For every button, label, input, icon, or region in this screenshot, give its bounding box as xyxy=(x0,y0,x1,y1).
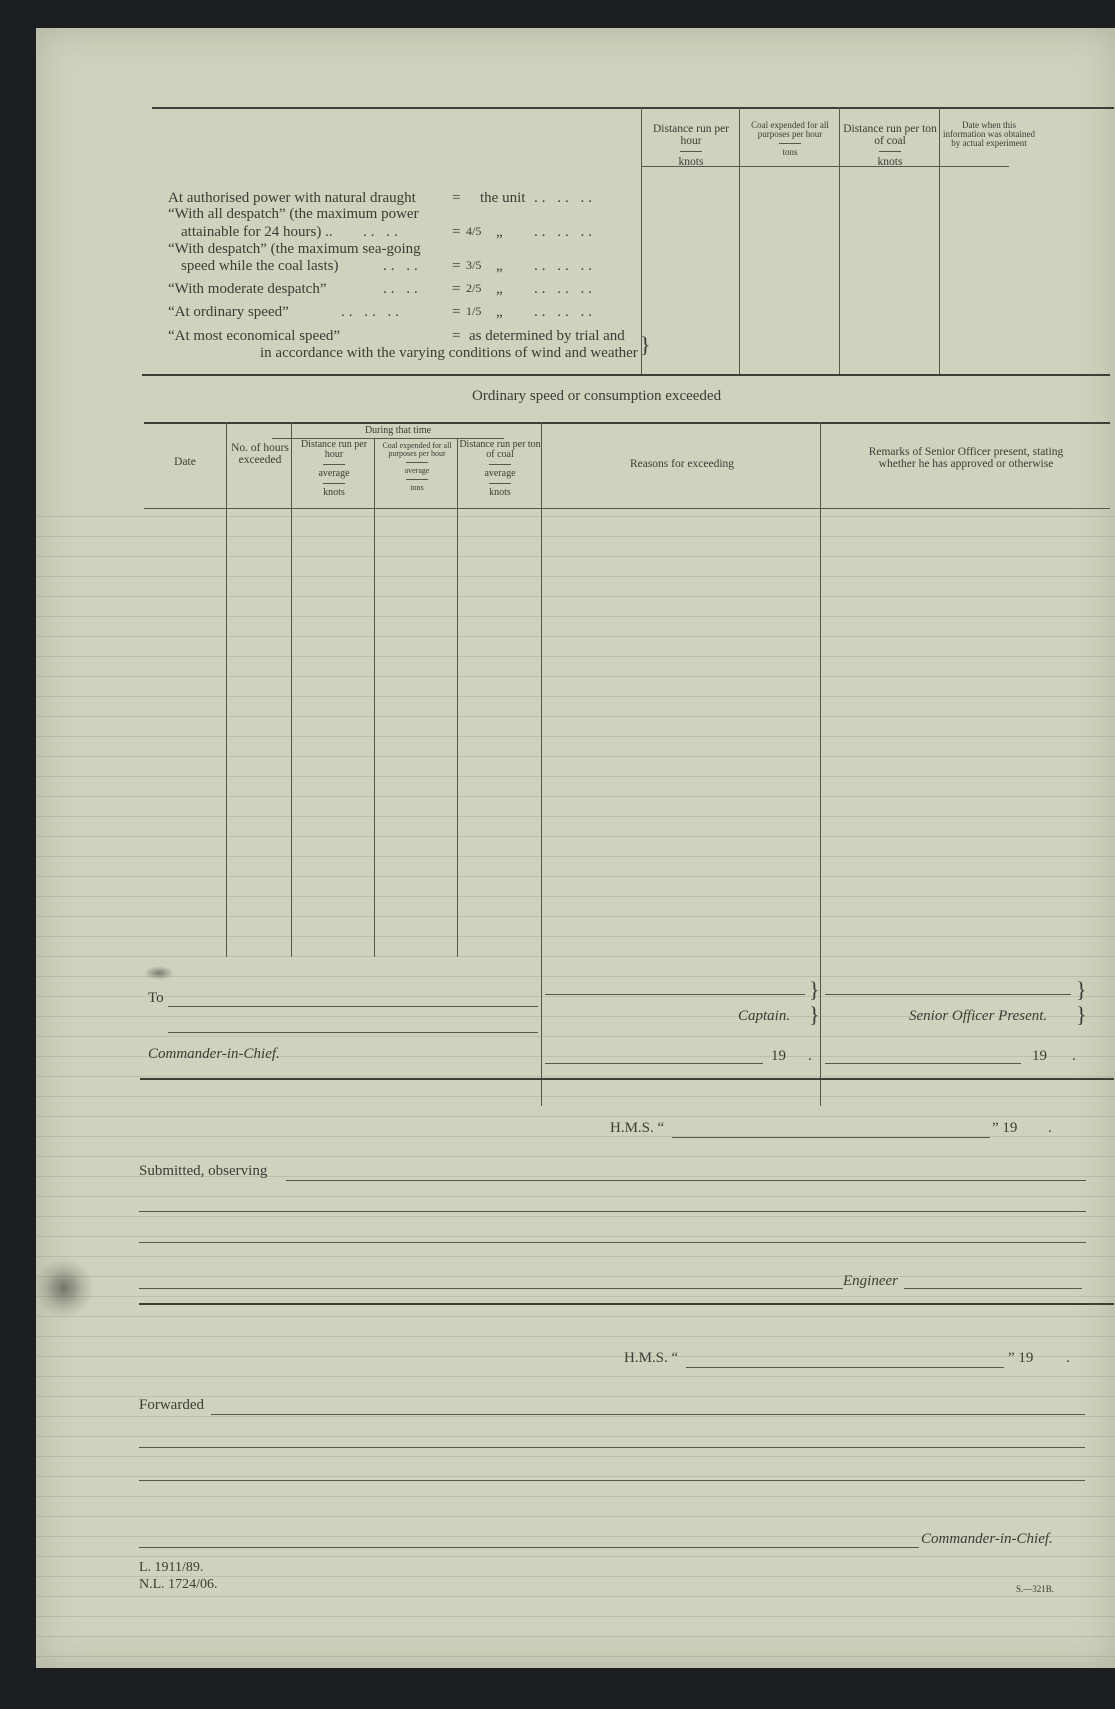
ruled-line xyxy=(36,756,1115,757)
leader-dots: .. .. .. xyxy=(341,304,403,320)
ruled-line xyxy=(36,1256,1115,1257)
col-coal-avg-title: Coal expended for all purposes per hour xyxy=(382,441,452,458)
col-divider xyxy=(820,422,821,1106)
forwarded-label: Forwarded xyxy=(139,1397,204,1413)
captain-year: 19 xyxy=(771,1048,786,1064)
col-divider xyxy=(457,438,458,957)
ruled-line xyxy=(36,1316,1115,1317)
col-coal-avg xyxy=(377,442,457,492)
col-distance-avg-title: Distance run per hour xyxy=(300,439,368,460)
equals-sign: = xyxy=(452,224,461,240)
ruled-line xyxy=(36,1196,1115,1197)
ruled-line xyxy=(36,1456,1115,1457)
ruled-line xyxy=(36,796,1115,797)
leader-dots: .. .. .. xyxy=(534,190,596,206)
ruled-line xyxy=(36,576,1115,577)
hms-year-2: ” 19 xyxy=(1008,1350,1034,1366)
ruled-line xyxy=(36,936,1115,937)
ruled-line xyxy=(36,1416,1115,1417)
senior-officer-date-line[interactable] xyxy=(825,1063,1021,1064)
ruled-line xyxy=(36,956,1115,957)
col-distance-unit: knots xyxy=(678,156,704,168)
reference-2: N.L. 1724/06. xyxy=(139,1577,218,1592)
leader-dots: .. .. .. xyxy=(534,224,596,240)
row-economical-speed-cont: in accordance with the varying conditions of wind and weather xyxy=(260,345,638,361)
equals-sign: = xyxy=(452,304,461,320)
period: . xyxy=(1048,1120,1052,1136)
ruled-line xyxy=(36,996,1115,997)
ruled-line xyxy=(36,1556,1115,1557)
col-date-title: Date when this information was obtained by actual experiment xyxy=(943,120,1035,148)
col-distance-avg-label: average xyxy=(318,468,350,479)
fraction: 1/5 xyxy=(466,304,482,318)
ruled-line xyxy=(36,1376,1115,1377)
ditto-mark: „ xyxy=(496,281,503,297)
leader-dots: .. .. .. xyxy=(534,258,596,274)
col-divider xyxy=(839,107,840,374)
ditto-mark: „ xyxy=(496,224,503,240)
ruled-line xyxy=(36,1336,1115,1337)
row-natural-draught: At authorised power with natural draught xyxy=(168,190,416,206)
commander-signature-line[interactable] xyxy=(139,1547,919,1548)
ship-name-field-2[interactable] xyxy=(686,1367,1004,1368)
ditto-mark: „ xyxy=(496,258,503,274)
ruled-line xyxy=(36,556,1115,557)
leader-dots: .. .. .. xyxy=(534,281,596,297)
submitted-line-3[interactable] xyxy=(139,1242,1086,1243)
fraction: 4/5 xyxy=(466,224,482,238)
ruled-line xyxy=(36,896,1115,897)
col-divider xyxy=(291,422,292,957)
ruled-line xyxy=(36,1276,1115,1277)
fraction: 3/5 xyxy=(466,258,482,272)
top-rule xyxy=(152,107,1114,109)
leader-dots: .. .. xyxy=(383,258,422,274)
reference-1: L. 1911/89. xyxy=(139,1560,204,1575)
ruled-line xyxy=(36,716,1115,717)
col-coal-avg-label: average xyxy=(404,466,430,475)
ruled-line xyxy=(36,696,1115,697)
col-date: Date xyxy=(174,456,196,468)
ruled-line xyxy=(36,636,1115,637)
col-date-header xyxy=(941,121,1037,148)
row-moderate-despatch: “With moderate despatch” xyxy=(168,281,327,297)
to-line[interactable] xyxy=(168,1006,538,1007)
col-distance-header xyxy=(644,123,738,168)
ruled-line xyxy=(36,656,1115,657)
col-coal-header xyxy=(742,121,838,157)
exceeded-top-rule xyxy=(144,422,1110,424)
equals-sign: = xyxy=(452,328,461,344)
signature-bottom-rule xyxy=(140,1078,1114,1080)
senior-officer-year: 19 xyxy=(1032,1048,1047,1064)
brace-icon: } xyxy=(1076,1002,1087,1027)
ruled-line xyxy=(36,1236,1115,1237)
ruled-line xyxy=(36,736,1115,737)
submitted-line-1[interactable] xyxy=(286,1180,1086,1181)
period: . xyxy=(1066,1350,1070,1366)
col-divider xyxy=(226,422,227,957)
row-ordinary-speed: “At ordinary speed” xyxy=(168,304,289,320)
brace-icon: } xyxy=(809,1002,820,1027)
to-line-2[interactable] xyxy=(168,1032,538,1033)
brace-icon: } xyxy=(809,977,820,1002)
col-coal-avg-unit: tons xyxy=(410,483,424,492)
to-label: To xyxy=(148,990,164,1006)
period: . xyxy=(1072,1048,1076,1064)
col-distance-title: Distance run per hour xyxy=(653,123,729,147)
row-economical-speed: “At most economical speed” xyxy=(168,328,341,344)
col-distance-avg xyxy=(294,440,374,498)
ruled-line xyxy=(36,536,1115,537)
equals-sign: = xyxy=(452,190,461,206)
ruled-line xyxy=(36,1356,1115,1357)
top-table-bottom-rule xyxy=(142,374,1110,376)
row-economical-speed-value: as determined by trial and xyxy=(469,328,625,344)
ruled-line xyxy=(36,1476,1115,1477)
submission-bottom-rule xyxy=(139,1303,1114,1305)
col-divider xyxy=(541,422,542,1106)
col-divider xyxy=(374,438,375,957)
period: . xyxy=(808,1048,812,1064)
ruled-line xyxy=(36,976,1115,977)
forwarded-line-1[interactable] xyxy=(211,1414,1085,1415)
col-reasons: Reasons for exceeding xyxy=(629,458,735,470)
ruled-line xyxy=(36,1516,1115,1517)
col-per-ton-header xyxy=(842,123,938,168)
fraction: 2/5 xyxy=(466,281,482,295)
row-all-despatch-cont: attainable for 24 hours) .. xyxy=(181,224,333,240)
during-that-time: During that time xyxy=(364,425,432,436)
col-per-ton-avg xyxy=(459,440,541,498)
ruled-line xyxy=(36,1296,1115,1297)
commander-label: Commander-in-Chief. xyxy=(148,1046,280,1062)
col-divider xyxy=(739,107,740,374)
ruled-line xyxy=(36,596,1115,597)
col-per-ton-title: Distance run per ton of coal xyxy=(843,123,937,147)
col-hours: No. of hours exceeded xyxy=(231,442,289,466)
ditto-mark: „ xyxy=(496,304,503,320)
engineer-name-line[interactable] xyxy=(904,1288,1082,1289)
ruled-line xyxy=(36,1636,1115,1637)
leader-dots: .. .. .. xyxy=(534,304,596,320)
row-natural-draught-value: the unit xyxy=(480,190,526,206)
col-distance-avg-unit: knots xyxy=(323,487,345,498)
row-all-despatch: “With all despatch” (the maximum power xyxy=(168,206,419,222)
engineer-signature-line[interactable] xyxy=(139,1288,843,1289)
ruled-line xyxy=(36,1116,1115,1117)
ruled-line xyxy=(36,876,1115,877)
forwarding-commander-label: Commander-in-Chief. xyxy=(921,1531,1053,1547)
col-coal-unit: tons xyxy=(782,147,798,157)
ruled-line xyxy=(36,1076,1115,1077)
ink-blot xyxy=(144,966,174,980)
hms-label-1: H.M.S. “ xyxy=(610,1120,665,1136)
row-despatch-cont: speed while the coal lasts) xyxy=(181,258,339,274)
hms-label-2: H.M.S. “ xyxy=(624,1350,679,1366)
ruled-line xyxy=(36,1496,1115,1497)
senior-officer-label: Senior Officer Present. xyxy=(909,1008,1048,1024)
ship-name-field-1[interactable] xyxy=(672,1137,990,1138)
ruled-line xyxy=(36,916,1115,917)
form-number: S.—321B. xyxy=(1016,1584,1055,1594)
leader-dots: .. .. xyxy=(383,281,422,297)
ruled-line xyxy=(36,1436,1115,1437)
ruled-line xyxy=(36,816,1115,817)
submitted-label: Submitted, observing xyxy=(139,1163,268,1179)
ruled-line xyxy=(36,1596,1115,1597)
equals-sign: = xyxy=(452,258,461,274)
col-remarks: Remarks of Senior Officer present, stating whether he has approved or otherwise xyxy=(868,446,1064,470)
submitted-line-2[interactable] xyxy=(139,1211,1086,1212)
equals-sign: = xyxy=(452,281,461,297)
forwarded-line-2[interactable] xyxy=(139,1447,1085,1448)
ruled-line xyxy=(36,1036,1115,1037)
ruled-line xyxy=(36,516,1115,517)
ink-smudge xyxy=(34,1258,94,1318)
ruled-line xyxy=(36,1216,1115,1217)
col-per-ton-unit: knots xyxy=(877,156,903,168)
captain-date-line[interactable] xyxy=(545,1063,763,1064)
ruled-line xyxy=(36,776,1115,777)
ruled-line xyxy=(36,1616,1115,1617)
ruled-line xyxy=(36,616,1115,617)
brace-icon: } xyxy=(1076,977,1087,1002)
exceeded-header-bottom-rule xyxy=(144,508,1110,509)
section-title: Ordinary speed or consumption exceeded xyxy=(472,388,722,404)
ruled-line xyxy=(36,1656,1115,1657)
form-page xyxy=(36,28,1115,1668)
col-per-ton-avg-title: Distance run per ton of coal xyxy=(459,439,541,460)
col-per-ton-avg-unit: knots xyxy=(489,487,511,498)
senior-officer-signature-line[interactable] xyxy=(825,994,1071,995)
ruled-line xyxy=(36,836,1115,837)
row-despatch: “With despatch” (the maximum sea-going xyxy=(168,241,421,257)
hms-year-1: ” 19 xyxy=(992,1120,1018,1136)
captain-label: Captain. xyxy=(738,1008,791,1024)
col-per-ton-avg-label: average xyxy=(484,468,516,479)
ruled-line xyxy=(36,676,1115,677)
forwarded-line-3[interactable] xyxy=(139,1480,1085,1481)
brace-icon: } xyxy=(640,332,651,357)
col-divider xyxy=(939,107,940,374)
captain-signature-line[interactable] xyxy=(545,994,805,995)
col-coal-title: Coal expended for all purposes per hour xyxy=(751,120,829,139)
engineer-label: Engineer xyxy=(843,1273,898,1289)
ruled-line xyxy=(36,1156,1115,1157)
ruled-line xyxy=(36,856,1115,857)
leader-dots: .. .. xyxy=(363,224,402,240)
ruled-line xyxy=(36,1096,1115,1097)
